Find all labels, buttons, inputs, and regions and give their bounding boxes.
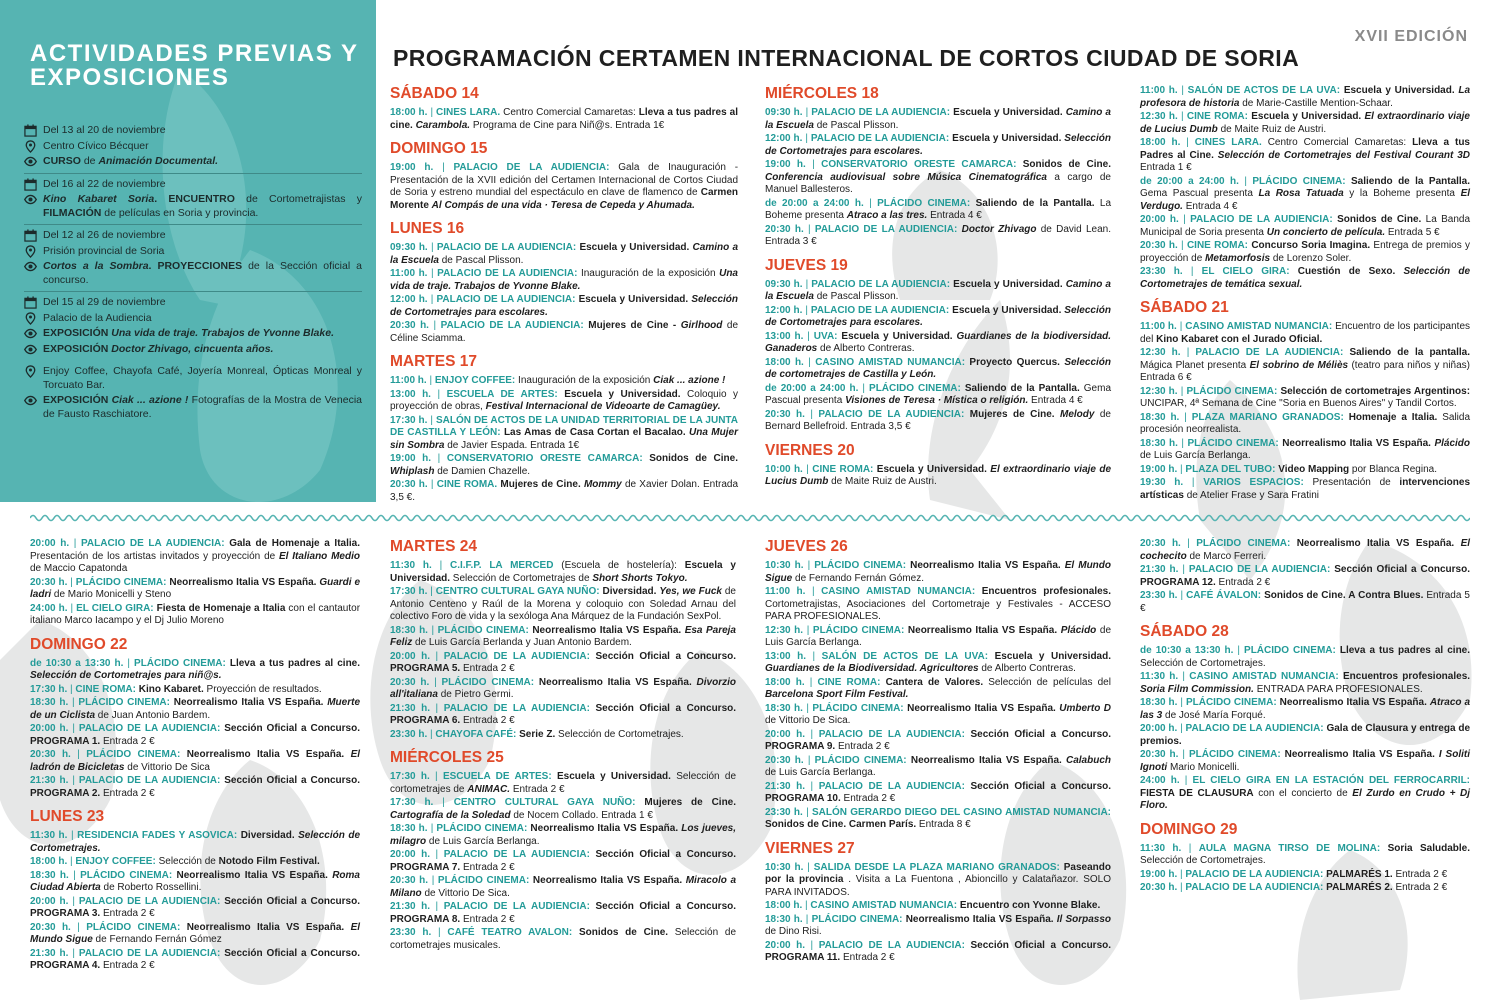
event-item: 20:00 h. | PALACIO DE LA AUDIENCIA: Sonidos de Cine. La Banda Municipal de Soria presenta Un concierto de película. Entrada 5 € [1140,214,1471,238]
event-item: 10:30 h. | PLÁCIDO CINEMA: Neorrealismo Italia VS España. El Mundo Sigue de Fernando Fernán Gómez. [765,560,1112,584]
sidebar-activity-text: Cortos a la Sombra. PROYECCIONES de la Sección oficial a concurso. [43,260,362,286]
event-item: 23:30 h. | CAFÉ ÁVALON: Sonidos de Cine. A Contra Blues. Entrada 5 € [1140,590,1470,614]
day-heading: JUEVES 19 [765,256,848,274]
event-item: 17:30 h. | ESCUELA DE ARTES: Escuela y Universidad. Selección de cortometrajes de ANIMAC. Entrada 2 € [390,771,737,795]
sidebar-activity-text: Del 13 al 20 de noviembre [43,124,166,136]
event-item: 13:00 h. | ESCUELA DE ARTES: Escuela y Universidad. Coloquio y proyección de obras, Festival Internacional de Videoarte de Camagüey. [390,388,739,412]
event-item: 11:00 h. | ENJOY COFFEE: Inauguración de la exposición Ciak ... azione ! [390,375,726,386]
event-item: 20:30 h. | CINE ROMA. Mujeres de Cine. Mommy de Xavier Dolan. Entrada 3,5 €. [390,479,739,503]
schedule-column-1 [390,85,738,505]
sidebar-activity-row [24,155,362,169]
event-item: 20:00 h. | PALACIO DE LA AUDIENCIA: Sección Oficial a Concurso. PROGRAMA 9. Entrada 2 € [765,728,1112,752]
event-item: 12:30 h. | CINE ROMA: Escuela y Universidad. El extraordinario viaje de Lucius Dumb de Maite Ruiz de Austri. [1140,111,1470,135]
eye-icon [24,394,37,407]
sidebar-activity-row [24,224,362,243]
event-item: 11:30 h. | C.I.F.P. LA MERCED (Escuela de hostelería): Escuela y Universidad. Selección de Cortometrajes de Short Shorts Tokyo. [390,560,736,584]
sidebar-activity-row [24,327,362,341]
day-heading: VIERNES 20 [765,441,855,459]
event-item: 18:30 h. | PLÁCIDO CINEMA: Neorrealismo Italia VS España. Esa Pareja Feliz de Luis García Berlanda y Juan Antonio Bardem. [390,624,736,648]
event-item: 12:00 h. | PALACIO DE LA AUDIENCIA: Escuela y Universidad. Selección de Cortometrajes para escolares. [765,133,1111,157]
day-heading: MIÉRCOLES 25 [390,749,504,766]
edition-label: XVII EDICIÓN [1354,28,1468,45]
sidebar-activity-text: Centro Cívico Bécquer [43,139,149,152]
event-item: 11:30 h. | AULA MAGNA TIRSO DE MOLINA: Soria Saludable. Selección de Cortometrajes. [1140,842,1471,866]
sidebar-activity-text: CURSO de Animación Documental. [43,155,219,167]
event-item: 18:00 h. | CASINO AMISTAD NUMANCIA: Proyecto Quercus. Selección de cortometrajes de Castilla y León. [765,356,1112,380]
schedule-column-6 [765,538,1111,966]
sidebar-activity-row [24,124,362,138]
wave-divider [30,512,1470,524]
event-item: 12:30 h. | PALACIO DE LA AUDIENCIA: Saliendo de la pantalla. Mágica Planet presenta El sobrino de Méliès (teatro para niños y niñas) Entrada 6 € [1140,347,1471,383]
sidebar-activity-text: EXPOSICIÓN Una vida de traje. Trabajos de Yvonne Blake. [43,327,334,339]
day-heading: SÁBADO 21 [1140,299,1229,316]
calendar-icon [24,296,37,309]
event-item: 18:30 h. | PLAZA MARIANO GRANADOS: Homenaje a Italia. Salida procesión neorrealista. [1140,411,1471,435]
event-item: 11:00 h. | SALÓN DE ACTOS DE LA UVA: Escuela y Universidad. La profesora de historia de Marie-Castille Mention-Schaar. [1140,85,1471,109]
schedule-column-5 [390,538,736,953]
event-item: 11:00 h. | CASINO AMISTAD NUMANCIA: Encuentros profesionales. Cortometrajistas, Asociaciones del Cortometraje y Festivales - ACCESO PARA PROFESIONALES. [765,586,1112,622]
sidebar-title: ACTIVIDADES PREVIAS Y EXPOSICIONES [30,40,359,91]
event-item: 21:30 h. | PALACIO DE LA AUDIENCIA: Sección Oficial a Concurso. PROGRAMA 2. Entrada 2 € [30,775,360,799]
event-item: de 10:30 a 13:30 h. | PLÁCIDO CINEMA: Lleva a tus padres al cine. Selección de Cortometrajes para niñ@s. [30,657,361,681]
event-item: 18:30 h. | PLÁCIDO CINEMA: Neorrealismo Italia VS España. Muerte de un Ciclista de Juan Antonio Bardem. [30,697,361,721]
sidebar-activity-text: Prisión provincial de Soria [43,244,165,257]
event-item: 18:00 h. | CINES LARA. Centro Comercial Camaretas: Lleva a tus padres al cine. Carambola. Programa de Cine para Niñ@s. Entrada 1€ [390,107,738,131]
event-item: 19:00 h. | CONSERVATORIO ORESTE CAMARCA: Sonidos de Cine. Conferencia audiovisual sobre Música Cinematográfica a cargo de Manuel Ballesteros. [765,159,1111,195]
event-item: 19:00 h. | PALACIO DE LA AUDIENCIA: PALMARÉS 1. Entrada 2 € [1140,868,1448,880]
schedule-column-2 [765,85,1111,490]
event-item: de 20:00 a 24:00 h. | PLÁCIDO CINEMA: Saliendo de la Pantalla. Gema Pascual presenta La Rosa Tatuada y la Boheme presenta El Verdugo. Entrada 4 € [1140,175,1471,212]
location-pin-icon [24,365,37,378]
event-item: 18:00 h. | CINES LARA. Centro Comercial Camaretas: Lleva a tus Padres al Cine. Selección de Cortometrajes del Festival Courant 3D Entrada 1 € [1140,137,1470,173]
event-item: 21:30 h. | PALACIO DE LA AUDIENCIA: Sección Oficial a Concurso. PROGRAMA 8. Entrada 2 € [390,901,737,925]
event-item: 21:30 h. | PALACIO DE LA AUDIENCIA: Sección Oficial a Concurso. PROGRAMA 4. Entrada 2 € [30,947,360,971]
event-item: 20:30 h. | PALACIO DE LA AUDIENCIA: Mujeres de Cine - Girlhood de Céline Sciamma. [390,320,739,344]
sidebar-activity-text: Del 12 al 26 de noviembre [43,229,166,241]
calendar-icon [24,124,37,137]
sidebar-activity-row [24,394,362,421]
calendar-icon [24,229,37,242]
eye-icon [24,343,37,356]
day-heading: SÁBADO 28 [1140,623,1229,640]
event-item: 13:00 h. | SALÓN DE ACTOS DE LA UVA: Escuela y Universidad. Guardianes de la Biodiversidad. Agricultores de Alberto Contreras. [765,650,1111,674]
event-item: 24:00 h. | EL CIELO GIRA: Fiesta de Homenaje a Italia con el cantautor italiano Marco Iacampo y el Dj Julio Moreno [30,602,361,626]
event-item: 20:00 h. | PALACIO DE LA AUDIENCIA: Sección Oficial a Concurso. PROGRAMA 3. Entrada 2 € [30,895,360,919]
sidebar-activity-text: Enjoy Coffee, Chayofa Café, Joyería Monreal, Ópticas Monreal y Torcuato Bar. [43,365,362,391]
location-pin-icon [24,140,37,153]
sidebar-activity-row [24,365,362,392]
sidebar-activity-row [24,173,362,192]
day-heading: LUNES 16 [390,220,465,237]
event-item: 09:30 h. | PALACIO DE LA AUDIENCIA: Escuela y Universidad. Camino a la Escuela de Pascal Plisson. [390,242,739,266]
event-item: 18:30 h. | PLÁCIDO CINEMA: Neorrealismo Italia VS España. Umberto D de Vittorio De Sica. [765,702,1112,726]
day-heading: LUNES 23 [30,808,105,825]
sidebar-activity-row [24,343,362,357]
event-item: 20:00 h. | PALACIO DE LA AUDIENCIA: Sección Oficial a Concurso. PROGRAMA 5. Entrada 2 € [390,650,737,674]
event-item: 12:30 h. | PLÁCIDO CINEMA: Neorrealismo Italia VS España. Plácido de Luis García Berlanga. [765,624,1112,648]
event-item: 17:30 h. | CENTRO CULTURAL GAYA NUÑO: Diversidad. Yes, we Fuck de Antonio Centeno y Raúl de la Morena y coloquio con Soledad Arnau del colectivo Foro de vida y la sexóloga Ana Márquez de la Fundación SexPol. [390,586,736,622]
sidebar-activity-row [24,312,362,326]
event-item: 11:00 h. | CASINO AMISTAD NUMANCIA: Encuentro de los participantes del Kino Kabaret con el Jurado Oficial. [1140,321,1471,345]
event-item: de 20:00 a 24:00 h. | PLÁCIDO CINEMA: Saliendo de la Pantalla. Gema Pascual presenta Visiones de Teresa · Mística o religión. Entrada 4 € [765,382,1112,406]
event-item: 20:30 h. | PALACIO DE LA AUDIENCIA: PALMARÉS 2. Entrada 2 € [1140,882,1448,893]
sidebar-activity-list [24,124,362,423]
event-item: 18:00 h. | CASINO AMISTAD NUMANCIA: Encuentro con Yvonne Blake. [765,900,1101,911]
event-item: 20:30 h. | CINE ROMA: Concurso Soria Imagina. Entrega de premios y proyección de Metamorfosis de Lorenzo Soler. [1140,240,1471,264]
eye-icon [24,193,37,206]
day-heading: MARTES 17 [390,353,477,370]
schedule-column-7 [1140,538,1470,896]
sidebar-activity-row [24,140,362,154]
activities-sidebar-panel [0,0,376,502]
sidebar-activity-text: Del 16 al 22 de noviembre [43,177,166,190]
event-item: 18:30 h. | PLÁCIDO CINEMA: Neorrealismo Italia VS España. Atraco a las 3 de José María Forqué. [1140,697,1471,721]
day-heading: JUEVES 26 [765,538,848,555]
event-item: 13:00 h. | UVA: Escuela y Universidad. Guardianes de la biodiversidad. Ganaderos de Alberto Contreras. [765,330,1112,354]
schedule-column-3 [1140,85,1470,503]
eye-icon [24,327,37,340]
event-item: 23:30 h. | CAFÉ TEATRO AVALON: Sonidos de Cine. Selección de cortometrajes musicales. [390,927,737,951]
sidebar-activity-row [24,193,362,220]
event-item: 18:30 h. | PLÁCIDO CINEMA: Neorrealismo Italia VS España. Il Sorpasso de Dino Risi. [765,913,1112,937]
event-item: de 20:00 a 24:00 h. | PLÁCIDO CINEMA: Saliendo de la Pantalla. La Boheme presenta Atraco a las tres. Entrada 4 € [765,197,1112,221]
day-heading: SÁBADO 14 [390,85,479,102]
day-heading: VIERNES 27 [765,839,855,857]
event-item: 20:30 h. | PALACIO DE LA AUDIENCIA: Doctor Zhivago de David Lean. Entrada 3 € [765,223,1111,247]
event-item: 18:30 h. | PLÁCIDO CINEMA: Neorrealismo Italia VS España. Roma Ciudad Abierta de Roberto Rossellini. [30,869,360,893]
event-item: 20:30 h. | PLÁCIDO CINEMA: Neorrealismo Italia VS España. Guardi e ladri de Mario Monicelli y Steno [30,576,361,600]
location-pin-icon [24,245,37,258]
event-item: 20:30 h. | PLÁCIDO CINEMA: Neorrealismo Italia VS España. Calabuch de Luis García Berlanga. [765,754,1112,778]
page-title: PROGRAMACIÓN CERTAMEN INTERNACIONAL DE CORTOS CIUDAD DE SORIA [393,45,1300,71]
schedule-column-4 [30,538,360,974]
event-item: 18:30 h. | PLÁCIDO CINEMA: Neorrealismo Italia VS España. Plácido de Luis García Berlanga. [1140,437,1471,461]
eye-icon [24,260,37,273]
event-item: 18:30 h. | PLÁCIDO CINEMA: Neorrealismo Italia VS España. Los jueves, milagro de Luis García Berlanga. [390,823,737,847]
day-heading: MARTES 24 [390,538,477,555]
event-item: 20:30 h. | PLÁCIDO CINEMA: Neorrealismo Italia VS España. Divorzio all'italiana de Pietro Germi. [390,676,736,700]
event-item: 11:00 h. | PALACIO DE LA AUDIENCIA: Inauguración de la exposición Una vida de traje. Trabajos de Yvonne Blake. [390,268,738,292]
event-item: 12:00 h. | PALACIO DE LA AUDIENCIA: Escuela y Universidad. Selección de Cortometrajes para escolares. [390,294,739,318]
calendar-icon [24,178,37,191]
event-item: 19:00 h. | CONSERVATORIO ORESTE CAMARCA: Sonidos de Cine. Whiplash de Damien Chazelle. [390,453,738,477]
event-item: 20:00 h. | PALACIO DE LA AUDIENCIA: Sección Oficial a Concurso. PROGRAMA 1. Entrada 2 € [30,723,360,747]
event-item: 17:30 h. | SALÓN DE ACTOS DE LA UNIDAD TERRITORIAL DE LA JUNTA DE CASTILLA Y LEÓN: Las Amas de Casa Cortan el Bacalao. Una Mujer sin Sombra de Javier Espada. Entrada 1€ [390,414,739,451]
event-item: 18:00 h. | CINE ROMA: Cantera de Valores. Selección de películas del Barcelona Sport Film Festival. [765,676,1111,700]
event-item: 23:30 h. | SALÓN GERARDO DIEGO DEL CASINO AMISTAD NUMANCIA: Sonidos de Cine. Carmen París. Entrada 8 € [765,806,1111,830]
day-heading: DOMINGO 22 [30,635,128,653]
event-item: 20:00 h. | PALACIO DE LA AUDIENCIA: Gala de Homenaje a Italia. Presentación de los artistas invitados y proyección de El Italiano Medio de Maccio Capatonda [30,538,361,574]
event-item: 10:30 h. | SALIDA DESDE LA PLAZA MARIANO GRANADOS: Paseando por la provincia . Visita a La Fuentona , Abioncillo y Calatañazor. SOLO PARA INVITADOS. [765,861,1111,898]
event-item: 19:30 h. | VARIOS ESPACIOS: Presentación de intervenciones artísticas de Atelier Frase y Sara Fratini [1140,477,1471,501]
event-item: 20:30 h. | PLÁCIDO CINEMA: Neorrealismo Italia VS España. I Soliti Ignoti Mario Monicelli. [1140,749,1470,773]
event-item: 21:30 h. | PALACIO DE LA AUDIENCIA: Sección Oficial a Concurso. PROGRAMA 6. Entrada 2 € [390,702,737,726]
event-item: 18:00 h. | ENJOY COFFEE: Selección de Notodo Film Festival. [30,856,320,867]
event-item: 17:30 h. | CINE ROMA: Kino Kabaret. Proyección de resultados. [30,683,322,695]
event-item: 11:30 h. | RESIDENCIA FADES Y ASOVICA: Diversidad. Selección de Cortometrajes. [30,830,361,854]
event-item: 21:30 h. | PALACIO DE LA AUDIENCIA: Sección Oficial a Concurso. PROGRAMA 12. Entrada 2 € [1140,564,1470,588]
day-heading: MIÉRCOLES 18 [765,85,879,102]
event-item: 20:00 h. | PALACIO DE LA AUDIENCIA: Gala de Clausura y entrega de premios. [1140,723,1471,747]
event-item: 20:30 h. | PLÁCIDO CINEMA: Neorrealismo Italia VS España. El cochecito de Marco Ferreri. [1140,538,1471,562]
sidebar-activity-row [24,245,362,259]
event-item: 20:30 h. | PALACIO DE LA AUDIENCIA: Mujeres de Cine. Melody de Bernard Bellefroid. Entrada 3,5 € [765,408,1111,432]
event-item: 19:00 h. | PLAZA DEL TUBO: Video Mapping por Blanca Regina. [1140,463,1437,475]
event-item: 20:30 h. | PLÁCIDO CINEMA: Neorrealismo Italia VS España. El ladrón de Bicicletas de Vittorio De Sica [30,749,361,773]
day-heading: DOMINGO 15 [390,140,488,157]
event-item: 20:00 h. | PALACIO DE LA AUDIENCIA: Sección Oficial a Concurso. PROGRAMA 7. Entrada 2 € [390,849,737,873]
event-item: 23:30 h. | CHAYOFA CAFÉ: Serie Z. Selección de Cortometrajes. [390,728,684,740]
event-item: 21:30 h. | PALACIO DE LA AUDIENCIA: Sección Oficial a Concurso. PROGRAMA 10. Entrada 2 € [765,780,1112,804]
event-item: 10:00 h. | CINE ROMA: Escuela y Universidad. El extraordinario viaje de Lucius Dumb de Maite Ruiz de Austri. [765,463,1112,487]
event-item: 09:30 h. | PALACIO DE LA AUDIENCIA: Escuela y Universidad. Camino a la Escuela de Pascal Plisson. [765,278,1111,302]
location-pin-icon [24,312,37,325]
sidebar-activity-row [24,291,362,310]
event-item: 12:30 h. | PLÁCIDO CINEMA: Selección de cortometrajes Argentinos: UNCIPAR, 4ª Semana de Cine "Soria en Buenos Aires" y Tandil Cortos. [1140,385,1471,409]
event-item: 20:00 h. | PALACIO DE LA AUDIENCIA: Sección Oficial a Concurso. PROGRAMA 11. Entrada 2 € [765,939,1112,963]
sidebar-activity-text: Palacio de la Audiencia [43,311,152,324]
event-item: 09:30 h. | PALACIO DE LA AUDIENCIA: Escuela y Universidad. Camino a la Escuela de Pascal Plisson. [765,107,1111,131]
eye-icon [24,155,37,168]
event-item: 20:30 h. | PLÁCIDO CINEMA: Neorrealismo Italia VS España. El Mundo Sigue de Fernando Fernán Gómez [30,921,361,945]
sidebar-activity-text: Del 15 al 29 de noviembre [43,296,166,308]
sidebar-activity-text: EXPOSICIÓN Ciak ... azione ! Fotografías de la Mostra de Venecia de Fausto Raschiatore. [43,394,362,420]
event-item: 17:30 h. | CENTRO CULTURAL GAYA NUÑO: Mujeres de Cine. Cartografía de la Soledad de Nocem Collado. Entrada 1 € [390,797,737,821]
sidebar-activity-row [24,260,362,287]
event-item: 20:30 h. | PLÁCIDO CINEMA: Neorrealismo Italia VS España. Miracolo a Milano de Vittorio De Sica. [390,875,737,899]
event-item: 24:00 h. | EL CIELO GIRA EN LA ESTACIÓN DEL FERROCARRIL: FIESTA DE CLAUSURA con el concierto de El Zurdo en Crudo + Dj Floro. [1140,775,1471,811]
event-item: 12:00 h. | PALACIO DE LA AUDIENCIA: Escuela y Universidad. Selección de Cortometrajes para escolares. [765,304,1111,328]
event-item: 11:30 h. | CASINO AMISTAD NUMANCIA: Encuentros profesionales. Soria Film Commission. ENTRADA PARA PROFESIONALES. [1140,671,1471,695]
event-item: de 10:30 a 13:30 h. | PLÁCIDO CINEMA: Lleva a tus padres al cine. Selección de Cortometrajes. [1140,645,1471,669]
event-item: 19:00 h. | PALACIO DE LA AUDIENCIA: Gala de Inauguración - Presentación de la XVII edición del Certamen Internacional de Cortos Ciudad de Soria y estreno mundial del espectáculo en clave de flamenco de Carmen Morente Al Compás de una vida · Teresa de Cepeda y Ahumada. [390,162,739,211]
day-heading: DOMINGO 29 [1140,820,1238,838]
sidebar-activity-text: Kino Kabaret Soria. ENCUENTRO de Cortometrajistas y FILMACIÓN de películas en Soria y provincia. [43,193,362,219]
sidebar-activity-text: EXPOSICIÓN Doctor Zhivago, cincuenta años. [43,342,274,355]
event-item: 23:30 h. | EL CIELO GIRA: Cuestión de Sexo. Selección de Cortometrajes de temática sexual. [1140,266,1471,290]
